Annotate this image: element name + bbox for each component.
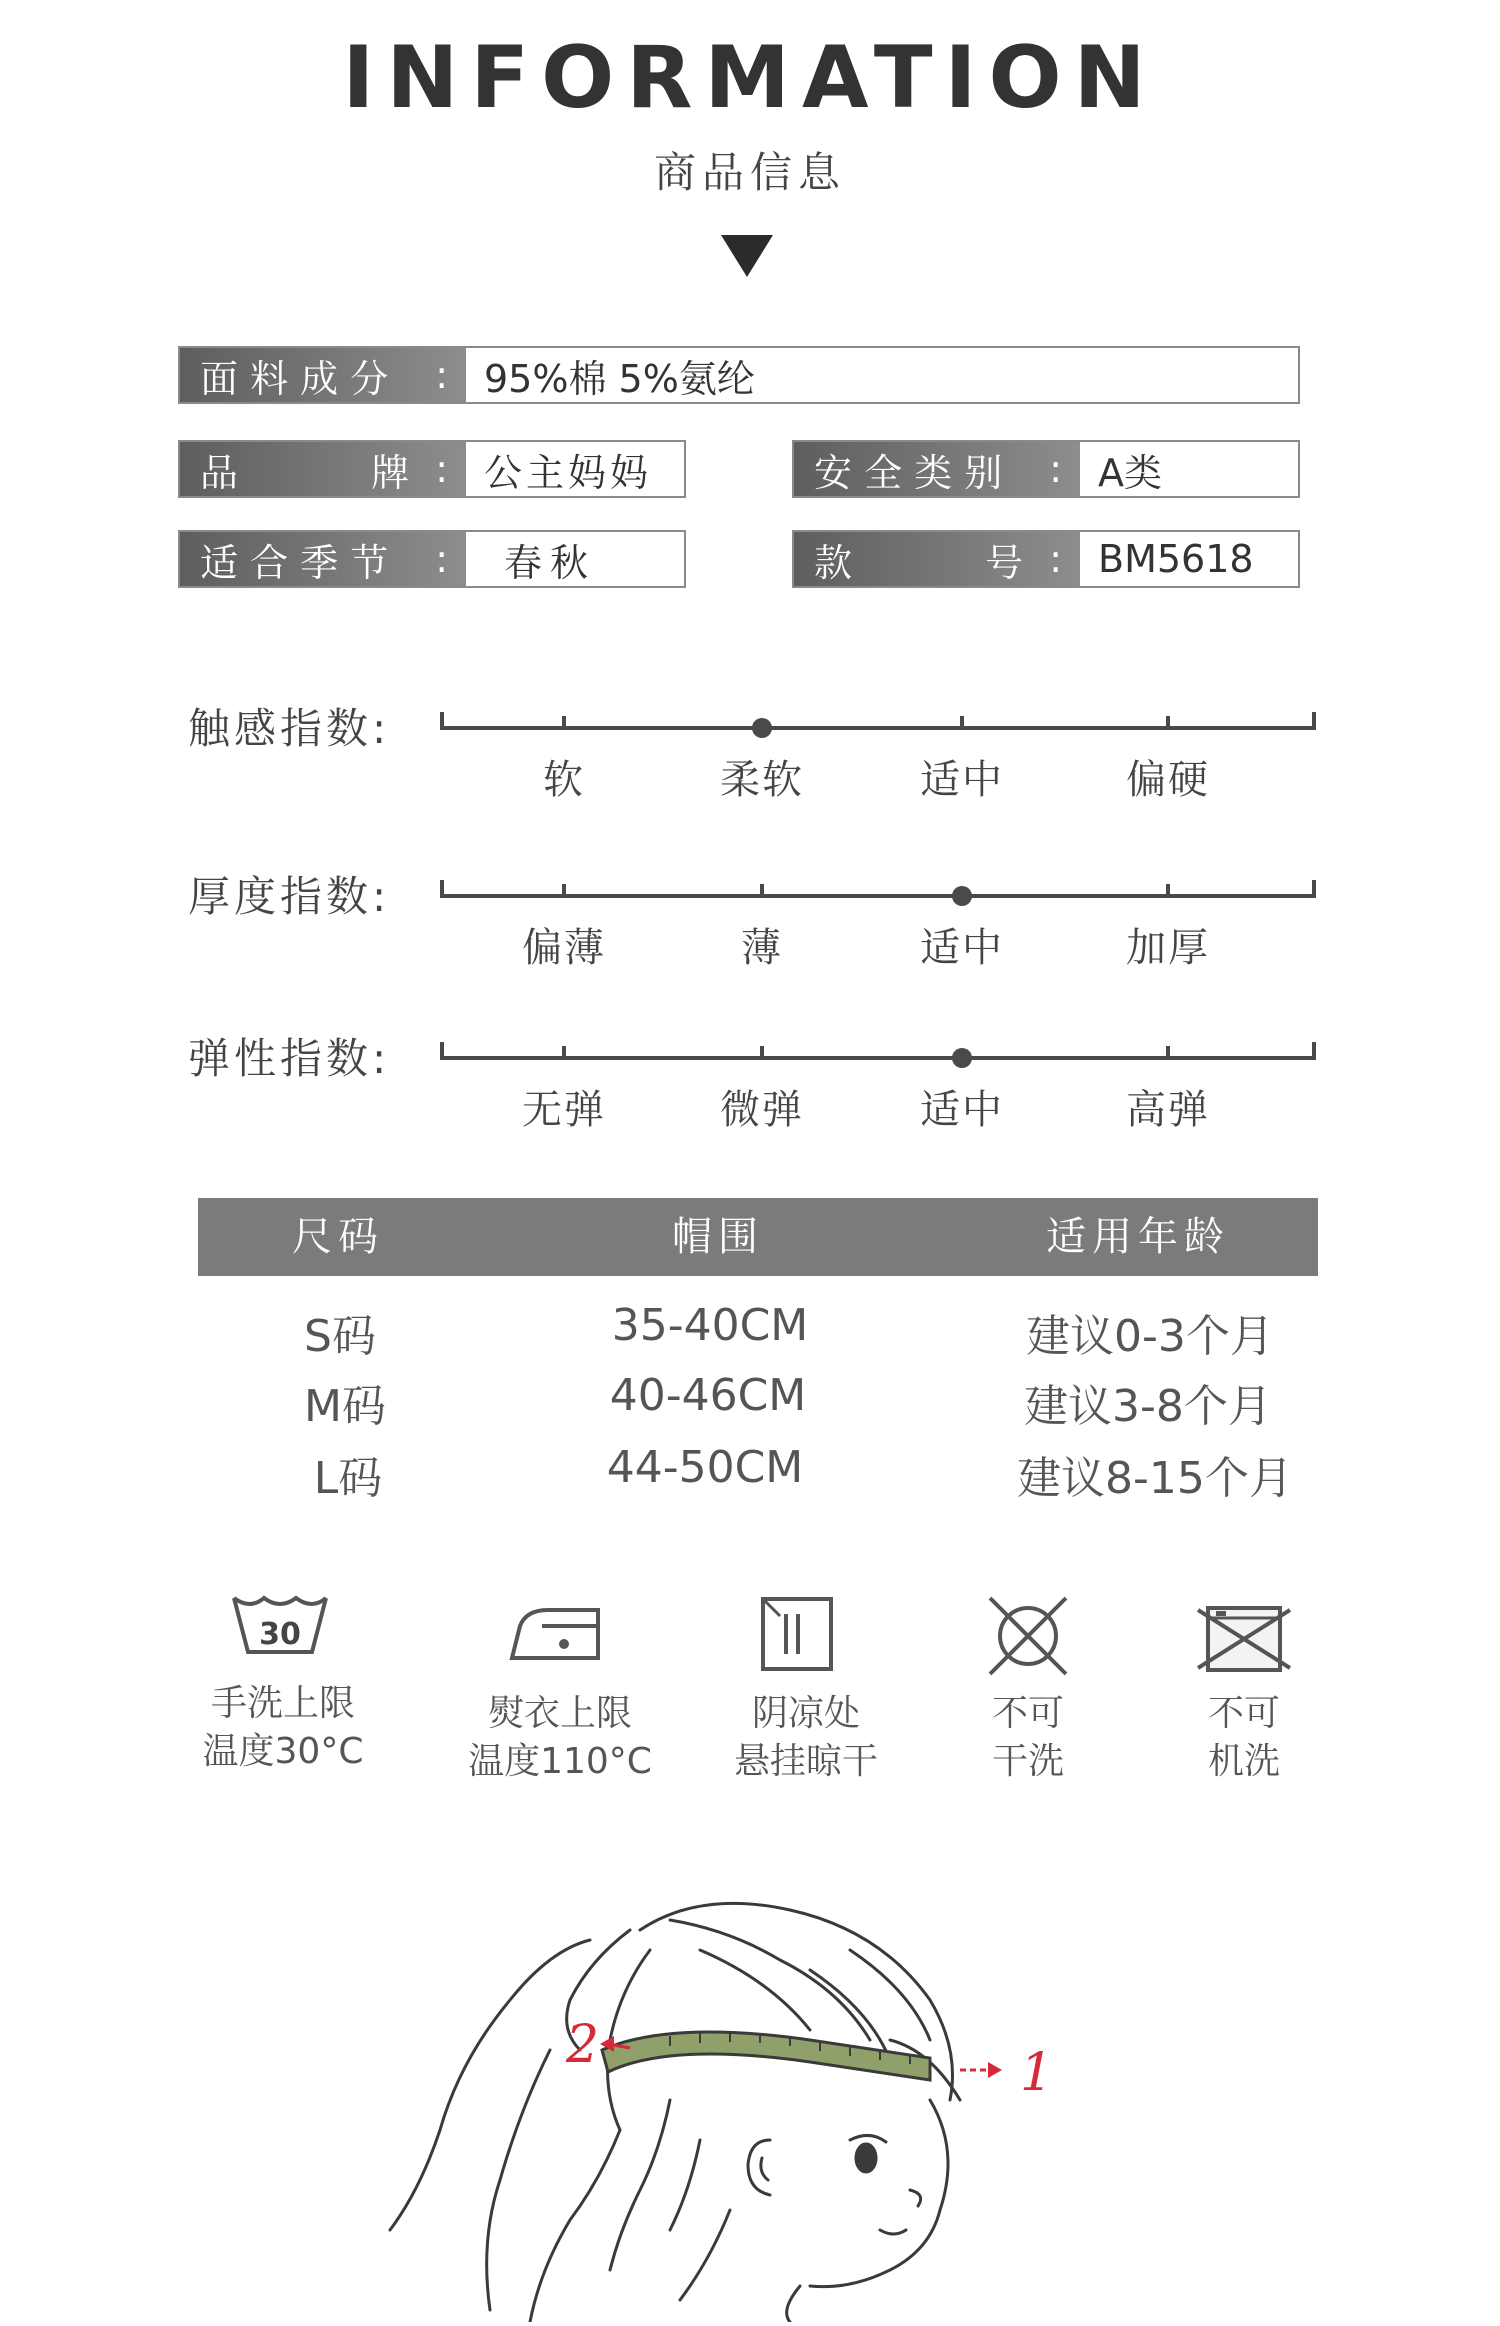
- info-safety-label-block: [794, 442, 1080, 496]
- info-style-no-value: BM5618: [1098, 537, 1254, 581]
- hand-wash-30-icon: [230, 1592, 330, 1666]
- head-measurement-illustration: [370, 1890, 1070, 2326]
- scale-end-0-1: [1312, 712, 1316, 730]
- info-fabric-label-block: [180, 348, 466, 402]
- scale-tick-1-3: [1166, 884, 1170, 898]
- page-subtitle: 商品信息: [653, 148, 846, 197]
- scale-tick-0-3: [1166, 716, 1170, 730]
- scale-label-2: 弹性指数:: [188, 1034, 391, 1083]
- scale-option-1-3: 加厚: [1126, 925, 1210, 971]
- info-safety-value: A类: [1098, 450, 1162, 495]
- info-brand-sep: :: [435, 447, 448, 491]
- care-no-dry-clean-line1: 不可: [991, 1693, 1064, 1734]
- info-season: [178, 530, 686, 588]
- size-row-m-size: M码: [304, 1381, 386, 1432]
- scale-label-1: 厚度指数:: [188, 872, 391, 921]
- size-row-l-age: 建议8-15个月: [1017, 1453, 1293, 1504]
- info-fabric-label: 面 料 成 分: [200, 356, 389, 401]
- scale-option-0-2: 适中: [920, 757, 1004, 803]
- info-brand-label-b: 牌: [371, 450, 410, 495]
- line-dry-shade-icon: [760, 1596, 834, 1676]
- scale-selected-dot-0: [752, 718, 772, 738]
- info-season-label: 适 合 季 节: [200, 540, 389, 585]
- scale-end-2-1: [1312, 1042, 1316, 1060]
- info-brand-value: 公主妈妈: [484, 450, 653, 495]
- size-row-m-age: 建议3-8个月: [1024, 1381, 1272, 1432]
- scale-line-0: [440, 726, 1316, 730]
- scale-line-1: [440, 894, 1316, 898]
- scale-option-0-1: 柔软: [720, 757, 804, 803]
- info-fabric: [178, 346, 1300, 404]
- info-brand: [178, 440, 686, 498]
- scale-tick-2-1: [760, 1046, 764, 1060]
- scale-tick-0-0: [562, 716, 566, 730]
- size-row-s-age: 建议0-3个月: [1026, 1311, 1274, 1362]
- hand-wash-temp: 30: [259, 1617, 301, 1652]
- info-season-value: 春秋: [504, 540, 597, 585]
- care-dry-text: [686, 1690, 926, 1786]
- scale-option-1-0: 偏薄: [522, 925, 606, 971]
- scale-selected-dot-2: [952, 1048, 972, 1068]
- size-header-age: 适用年龄: [1046, 1214, 1230, 1260]
- care-iron-line1: 熨衣上限: [487, 1693, 632, 1734]
- size-row-l-size: L码: [313, 1453, 383, 1504]
- care-no-dry-clean-line2: 干洗: [991, 1741, 1064, 1782]
- info-safety-sep: :: [1049, 447, 1062, 491]
- info-fabric-value: 95%棉 5%氨纶: [484, 356, 755, 401]
- scale-option-2-0: 无弹: [522, 1087, 606, 1133]
- scale-option-1-1: 薄: [741, 925, 783, 971]
- info-season-sep: :: [435, 537, 448, 581]
- size-row-l-circ: 44-50CM: [606, 1442, 804, 1493]
- page-title: INFORMATION: [342, 28, 1158, 128]
- info-style-no-label-a: 款: [814, 540, 853, 585]
- no-machine-wash-icon: [1196, 1604, 1292, 1678]
- step-1-label: 1: [1020, 2043, 1054, 2103]
- info-safety-label: 安 全 类 别: [814, 450, 1003, 495]
- care-no-dry-clean-text: [908, 1690, 1148, 1786]
- size-header-size: 尺码: [292, 1214, 384, 1260]
- scale-tick-1-1: [760, 884, 764, 898]
- scale-option-0-3: 偏硬: [1126, 757, 1210, 803]
- care-hand-wash-line2: 温度30°C: [202, 1731, 364, 1772]
- scale-end-1-0: [440, 880, 444, 898]
- info-style-no-sep: :: [1049, 537, 1062, 581]
- info-style-no-label-block: [794, 532, 1080, 586]
- no-dry-clean-icon: [986, 1594, 1070, 1682]
- iron-icon: [508, 1602, 602, 1668]
- care-no-machine-wash-text: [1124, 1690, 1364, 1786]
- care-iron-line2: 温度110°C: [468, 1741, 652, 1782]
- scale-selected-dot-1: [952, 886, 972, 906]
- care-dry-line2: 悬挂晾干: [733, 1741, 878, 1782]
- info-safety: [792, 440, 1300, 498]
- info-style-no: [792, 530, 1300, 588]
- info-fabric-sep: :: [435, 353, 448, 397]
- scale-end-1-1: [1312, 880, 1316, 898]
- size-row-m-circ: 40-46CM: [609, 1370, 807, 1421]
- scale-end-2-0: [440, 1042, 444, 1060]
- scale-tick-2-3: [1166, 1046, 1170, 1060]
- care-no-machine-wash-line2: 机洗: [1207, 1741, 1280, 1782]
- scale-end-0-0: [440, 712, 444, 730]
- scale-option-2-2: 适中: [920, 1087, 1004, 1133]
- scale-option-2-3: 高弹: [1126, 1087, 1210, 1133]
- size-table-header: [198, 1198, 1318, 1276]
- size-header-circumference: 帽围: [672, 1214, 764, 1260]
- scale-option-2-1: 微弹: [720, 1087, 804, 1133]
- scale-option-0-0: 软: [543, 757, 585, 803]
- scale-line-2: [440, 1056, 1316, 1060]
- scale-tick-2-0: [562, 1046, 566, 1060]
- scale-label-0: 触感指数:: [188, 704, 391, 753]
- care-hand-wash-line1: 手洗上限: [210, 1683, 355, 1724]
- scale-option-1-2: 适中: [920, 925, 1004, 971]
- care-iron-text: [440, 1690, 680, 1786]
- info-brand-label-a: 品: [200, 450, 239, 495]
- scale-tick-0-2: [960, 716, 964, 730]
- care-no-machine-wash-line1: 不可: [1207, 1693, 1280, 1734]
- size-row-s-size: S码: [304, 1311, 376, 1362]
- step-2-label: 2: [566, 2015, 600, 2075]
- info-brand-label-block: [180, 442, 466, 496]
- care-dry-line1: 阴凉处: [751, 1693, 860, 1734]
- care-hand-wash-text: [163, 1680, 403, 1776]
- size-row-s-circ: 35-40CM: [611, 1300, 809, 1351]
- down-triangle-icon: [721, 235, 773, 277]
- info-style-no-label-b: 号: [985, 540, 1024, 585]
- scale-tick-1-0: [562, 884, 566, 898]
- info-season-label-block: [180, 532, 466, 586]
